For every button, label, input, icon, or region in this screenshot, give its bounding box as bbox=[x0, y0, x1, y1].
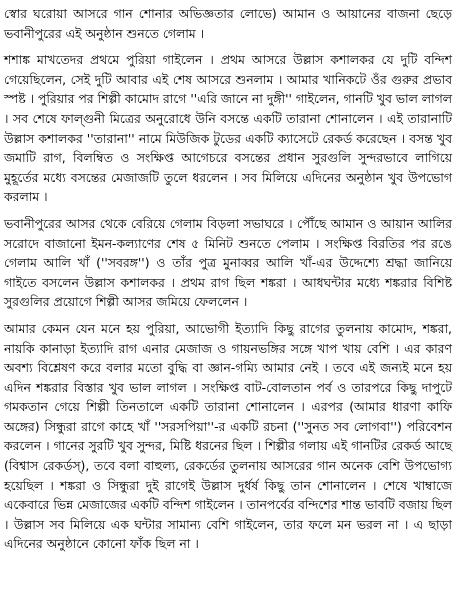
paragraph-1: স্বোর ঘরোয়া আসরে গান শোনার অভিজ্ঞতার লোভে) আমান ও আয়ানের বাজনা ছেড়ে ভবানীপুরের এই অনুষ্ঠান শুনতে গেলাম । bbox=[4, 6, 452, 41]
paragraph-3: ভবানীপুরের আসর থেকে বেরিয়ে গেলাম বিড়লা সভাঘরে । পৌঁছে আমান ও আয়ান আলির সরোদে বাজানো ইমন-কল্যাণের শেষ ৫ মিনিট শুনতে পেলাম । সংক্ষিপ্ত বিরতির পর রঙে গেলাম আলি খাঁ (''সবরঙ্গ'') ও তাঁর পুত্র মুনাব্বর আলি খাঁ-এর উদ্দেশ্যে শ্রদ্ধা জানিয়ে গাইতে বসলেন উল্লাস কশালকর । প্রথম রাগ ছিল শঙ্করা । আধঘন্টার মধ্যে শঙ্করার বিশিষ্ট সুরগুলির প্রয়োগে শিল্পী আসর জমিয়ে ফেললেন । bbox=[4, 215, 452, 310]
paragraph-2: শশাঙ্ক মাখতেদর প্রথমে পুরিয়া গাইলেন । প্রথম আসরে উল্লাস কশালকর যে দুটি বন্দিশ গেয়েছিলেন, সেই দুটি আবার এই শেষ আসরে শুনলাম । আমার খানিকটে ওঁর গুরুর প্রভাব স্পষ্ট । পুরিয়ার পর শিল্পী কামোদ রাগে ''এরি জানে না দুঙ্গী'' গাইলেন, গানটি খুব ভাল লাগল । সব শেষে ফাল্গুনী মিত্রের অনুরোধে উনি বসন্তে একটি তারানা শোনালেন । এই তারানাটি উল্লাস কশালকর ''তারানা'' নামে মিউজিক টুডের একটি ক্যাসেটে রেকর্ড করেছেন । বসন্ত খুব জমাটি রাগ, বিলম্বিত ও সংক্ষিপ্ত আগেচরে বসন্তের প্রধান সুরগুলি সুন্দরভাবে লাগিয়ে মুহূর্তের মধ্যে বসন্তের মেজাজটি তুলে ধরলেন । সব মিলিয়ে এদিনের অনুষ্ঠান খুব উপভোগ করলাম । bbox=[4, 52, 452, 205]
paragraph-4: আমার কেমন যেন মনে হয় পুরিয়া, আভোগী ইত্যাদি কিছু রাগের তুলনায় কামোদ, শঙ্করা, নায়কি কানাড়া ইত্যাদি রাগ এনার মেজাজ ও গায়নভঙ্গির সঙ্গে খাপ খায় বেশি । এর কারণ অবশ্য বিশ্লেষণ করে বলার মতো বুদ্ধি বা জ্ঞান-গম্যি আমার নেই । তবে এই জন্যই মনে হয় এদিন শঙ্করার বিস্তার খুব ভাল লাগল । সংক্ষিপ্ত বাট-বোলতান পর্ব ও তারপরে কিছু দাপুটে গমকতান গেয়ে শিল্পী তিনতালে একটি তারানা শোনালেন । এরপর (আমার ধারণা কাফি অঙ্গের) সিন্ধুরা রাগে কাহে খাঁ ''সরসপিয়া''-র একটি রচনা (''সুনত সব লোগবা'') পরিবেশন করলেন । গানের সুরটি খুব সুন্দর, মিষ্টি ধরনের ছিল । শিল্পীর গলায় এই গানটির রেকর্ড আছে (বিশ্বাস রেকর্ডস্), তবে বলা বাহুল্য, রেকর্ডের তুলনায় আসরের গান অনেক বেশি উপভোগ্য হয়েছিল । শঙ্করা ও সিন্ধুরা দুই রাগেই উল্লাস দুর্ধর্ষ কিছু তান শোনালেন । শেষে খাম্বাজে একেবারে ভিন্ন মেজাজের একটি বন্দিশ গাইলেন । তানপর্বের বন্দিশের শান্ত ভাবটি বজায় ছিল । উল্লাস সব মিলিয়ে এক ঘন্টার সামান্য বেশি গাইলেন, তার ফলে মন ভরল না । এ ছাড়া এদিনের অনুষ্ঠানে কোনো ফাঁক ছিল না । bbox=[4, 320, 452, 552]
